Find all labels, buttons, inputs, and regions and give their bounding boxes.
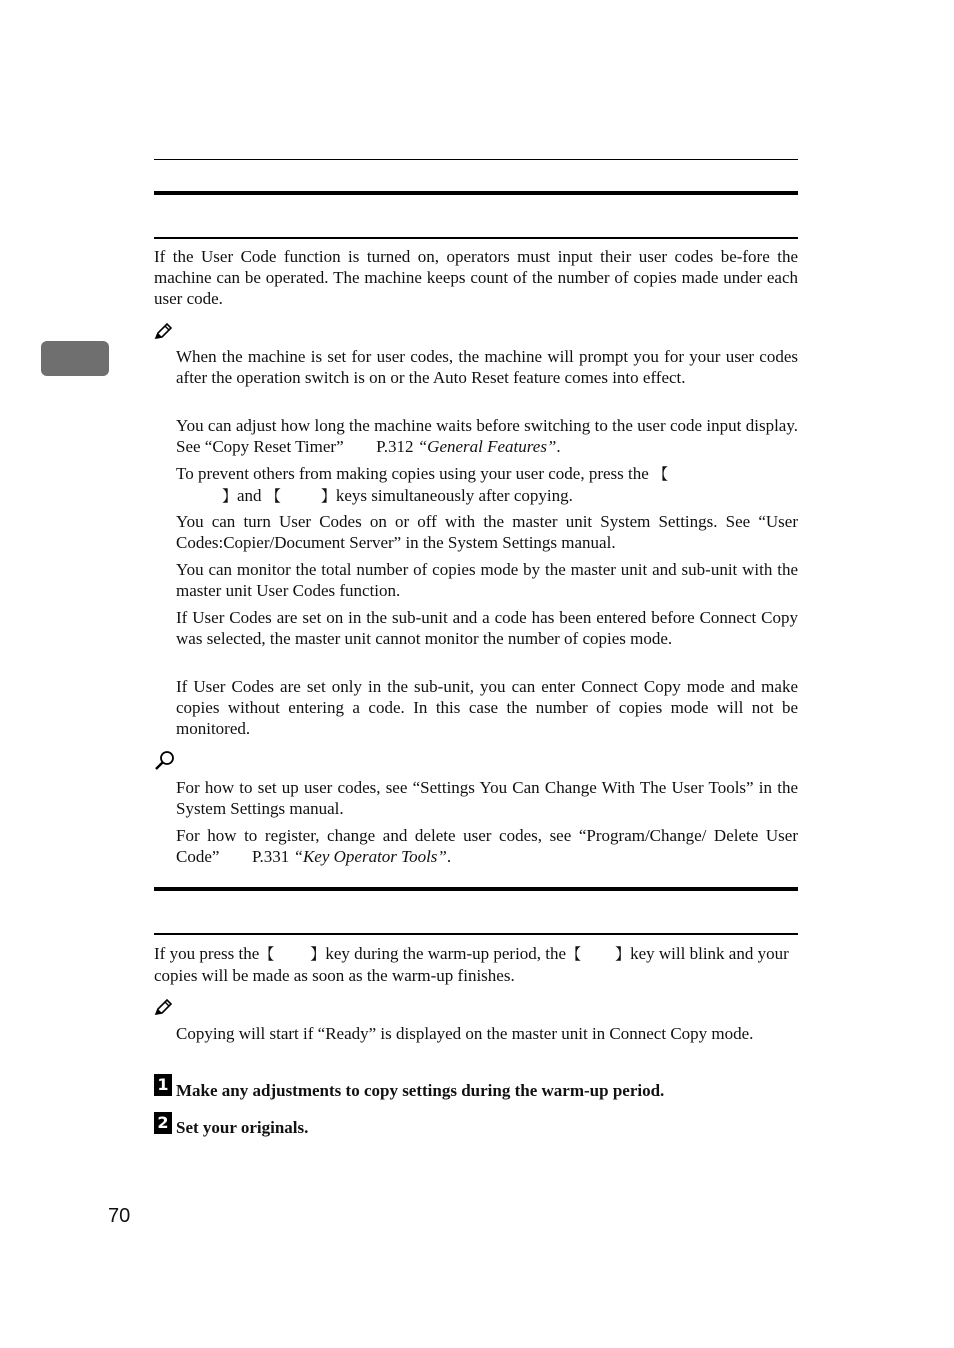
- step-2-text: Set your originals.: [176, 1118, 309, 1137]
- section1-intro: If the User Code function is turned on, operators must input their user codes be-fore the machine can be operated. The machine keeps count of the number of copies made under each user code.: [154, 247, 798, 308]
- key-bracket-open-icon: 【: [653, 465, 669, 483]
- key-bracket-close-icon: 】: [615, 945, 631, 963]
- key-bracket-open-icon: 【: [566, 945, 582, 963]
- section-rule-medium: [154, 237, 798, 239]
- reference-2-title: “Key Operator Tools”: [293, 847, 447, 866]
- key-bracket-close-icon: 】: [222, 487, 238, 505]
- reference-2-text: For how to register, change and delete user codes, see “Program/Change/ Delete User Code”: [176, 826, 798, 866]
- key-bracket-open-icon: 【: [265, 487, 281, 505]
- note-item-3: [176, 463, 798, 507]
- pencil-note-icon: [154, 998, 174, 1016]
- section2-rule-medium: [154, 933, 798, 935]
- step-number-1: 1: [154, 1074, 172, 1096]
- note-item-6: If User Codes are set on in the sub-unit and a code has been entered before Connect Copy was selected, the master unit cannot monitor the number of copies mode.: [176, 608, 798, 648]
- reference-2-page: P.331: [251, 847, 290, 866]
- timer-note-ref-title: “General Features”: [417, 437, 557, 456]
- note-item-5: You can monitor the total number of copies mode by the master unit and sub-unit with the master unit User Codes function.: [176, 560, 798, 600]
- note-item-7: If User Codes are set only in the sub-unit, you can enter Connect Copy mode and make copies without entering a code. In this case the number of copies mode will not be monitored.: [176, 677, 798, 738]
- note-item-1: When the machine is set for user codes, the machine will prompt you for your user codes after the operation switch is on or the Auto Reset feature comes into effect.: [176, 347, 798, 387]
- timer-note-text: You can adjust how long the machine waits before switching to the user code input display. See “Copy Reset Timer”: [176, 416, 798, 456]
- chapter-tab: [41, 341, 109, 376]
- header-rule-thin: [154, 159, 798, 160]
- pencil-note-icon: [154, 322, 174, 340]
- prevent-and: and: [237, 486, 262, 505]
- note-item-2: You can adjust how long the machine waits before switching to the user code input display. See “Copy Reset Timer” P.312 “General Features”.: [176, 416, 798, 456]
- note-item-4: You can turn User Codes on or off with the master unit System Settings. See “User Codes:Copier/Document Server” in the System Settings manual.: [176, 512, 798, 552]
- section2-note: Copying will start if “Ready” is displayed on the master unit in Connect Copy mode.: [176, 1024, 754, 1043]
- step-1-text: Make any adjustments to copy settings during the warm-up period.: [176, 1081, 665, 1100]
- reference-item-1: For how to set up user codes, see “Settings You Can Change With The User Tools” in the System Settings manual.: [176, 778, 798, 818]
- reference-item-2: For how to register, change and delete user codes, see “Program/Change/ Delete User Code” P.331 “Key Operator Tools”.: [176, 826, 798, 866]
- section2-rule-thick: [154, 887, 798, 891]
- key-bracket-close-icon: 】: [310, 945, 326, 963]
- prevent-tail: keys simultaneously after copying.: [335, 486, 573, 505]
- page-number: 70: [108, 1205, 131, 1227]
- key-bracket-close-icon: 】: [320, 487, 336, 505]
- prevent-note-text: To prevent others from making copies using your user code, press the: [176, 464, 649, 483]
- section2-intro: If you press the【 】key during the warm-up period, the【 】key will blink and your copies will be made as soon as the warm-up finishes.: [154, 944, 789, 985]
- step-number-2: 2: [154, 1112, 172, 1134]
- section-rule-thick: [154, 191, 798, 195]
- key-bracket-open-icon: 【: [259, 945, 275, 963]
- magnifier-reference-icon: [154, 750, 176, 770]
- timer-note-ref: P.312: [376, 437, 414, 456]
